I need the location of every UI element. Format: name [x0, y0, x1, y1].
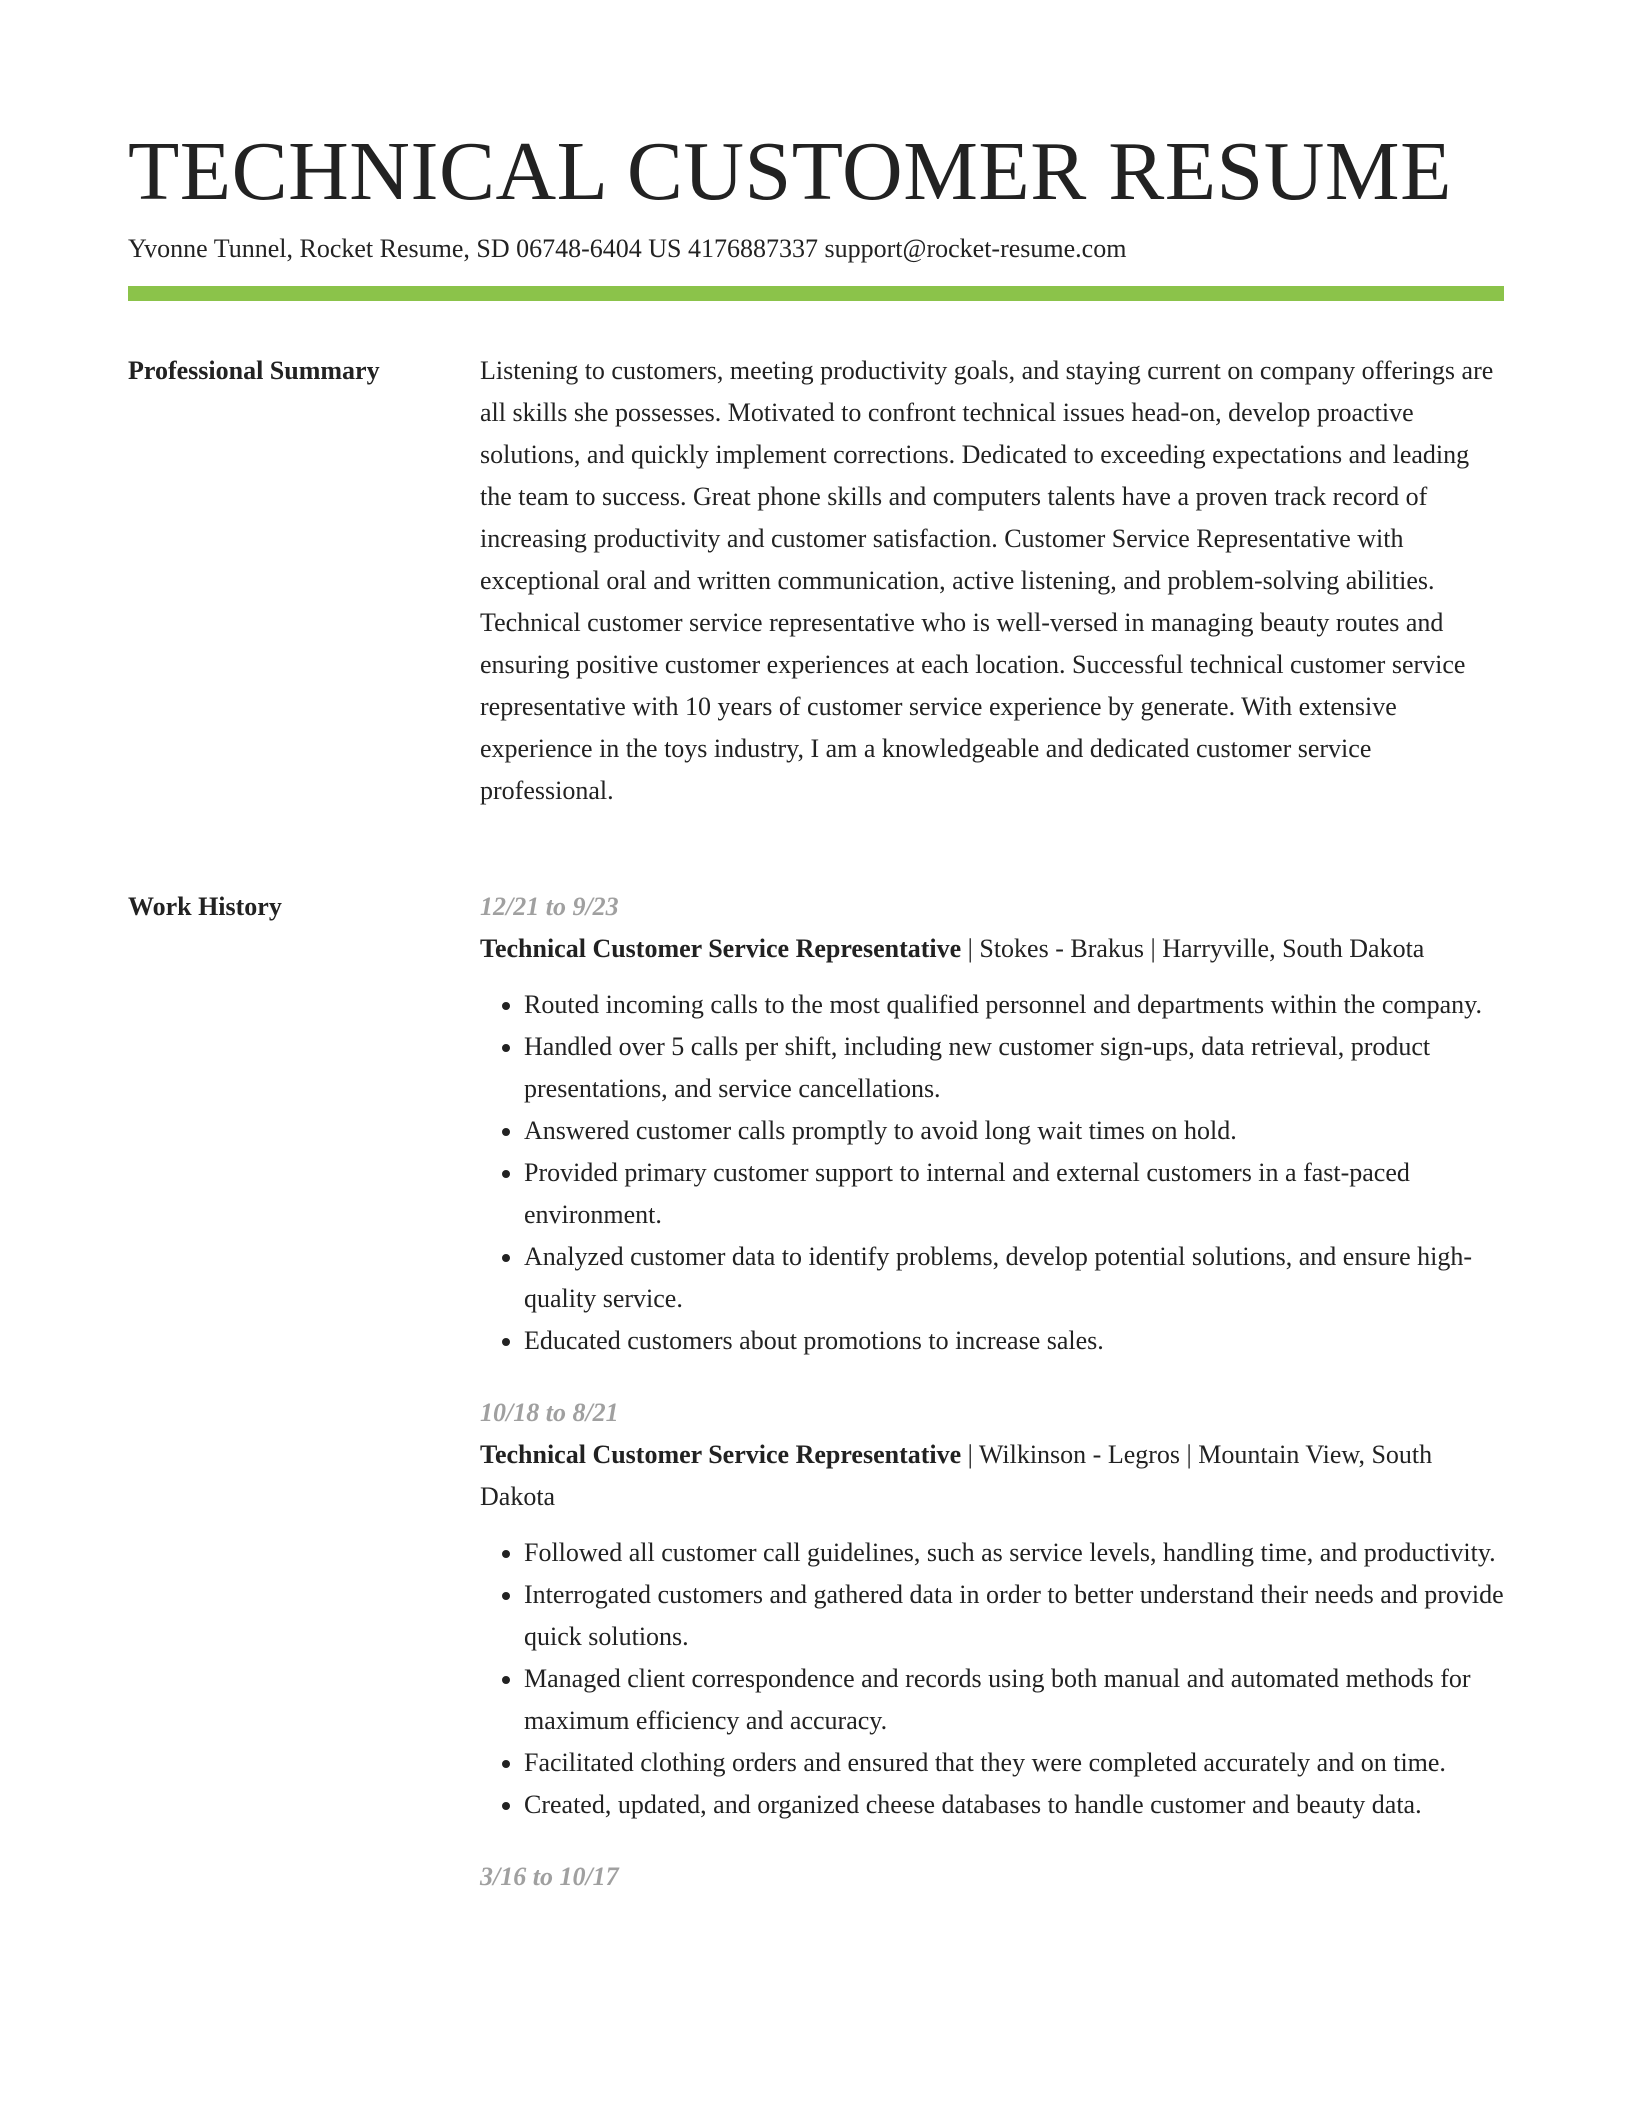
job-dates: 3/16 to 10/17 — [480, 1862, 619, 1891]
job-title: Technical Customer Service Representative — [480, 934, 962, 963]
job-heading — [480, 928, 1504, 970]
job-bullet: • Created, updated, and organized cheese databases to handle customer and beauty data. — [524, 1784, 1504, 1826]
accent-divider — [128, 286, 1504, 301]
job-bullets — [480, 984, 1504, 1362]
job-details: | Stokes - Brakus | Harryville, South Dakota — [961, 934, 1425, 963]
job-entry — [480, 1856, 1504, 1898]
summary-body — [480, 350, 1504, 812]
job-bullets — [480, 1532, 1504, 1826]
job-bullet: • Facilitated clothing orders and ensured that they were completed accurately and on time. — [524, 1742, 1504, 1784]
job-bullet: • Analyzed customer data to identify problems, develop potential solutions, and ensure high-quality service. — [524, 1236, 1504, 1320]
job-title: Technical Customer Service Representative — [480, 1440, 962, 1469]
section-label-summary: Professional Summary — [128, 356, 380, 385]
job-bullet: • Routed incoming calls to the most qualified personnel and departments within the company. — [524, 984, 1504, 1026]
job-bullet: • Handled over 5 calls per shift, including new customer sign-ups, data retrieval, product presentations, and service cancellations. — [524, 1026, 1504, 1110]
job-entry — [480, 886, 1504, 1362]
work-body — [480, 886, 1504, 1928]
resume-title: TECHNICAL CUSTOMER RESUME — [128, 125, 1452, 218]
job-details: | Wilkinson - Legros | Mountain View, South Dakota — [480, 1440, 1433, 1511]
job-bullet: • Educated customers about promotions to increase sales. — [524, 1320, 1504, 1362]
job-dates: 12/21 to 9/23 — [480, 892, 619, 921]
job-bullet: • Managed client correspondence and records using both manual and automated methods for maximum efficiency and accuracy. — [524, 1658, 1504, 1742]
contact-line: Yvonne Tunnel, Rocket Resume, SD 06748-6404 US 4176887337 support@rocket-resume.com — [128, 234, 1127, 263]
section-label-work: Work History — [128, 892, 282, 921]
job-bullet: • Interrogated customers and gathered data in order to better understand their needs and provide quick solutions. — [524, 1574, 1504, 1658]
job-entry — [480, 1392, 1504, 1826]
job-dates: 10/18 to 8/21 — [480, 1398, 619, 1427]
job-heading — [480, 1434, 1504, 1518]
job-bullet: • Followed all customer call guidelines, such as service levels, handling time, and productivity. — [524, 1532, 1504, 1574]
job-bullet: • Answered customer calls promptly to avoid long wait times on hold. — [524, 1110, 1504, 1152]
job-bullet: • Provided primary customer support to internal and external customers in a fast-paced environment. — [524, 1152, 1504, 1236]
summary-text: Listening to customers, meeting productivity goals, and staying current on company offerings are all skills she possesses. Motivated to confront technical issues head-on, develop proactive solutions, and quickly implement corrections. Dedicated to exceeding expectations and leading the team to success. Great phone skills and computers talents have a proven track record of increasing productivity and customer satisfaction. Customer Service Representative with exceptional oral and written communication, active listening, and problem-solving abilities. Technical customer service representative who is well-versed in managing beauty routes and ensuring positive customer experiences at each location. Successful technical customer service representative with 10 years of customer service experience by generate. With extensive experience in the toys industry, I am a knowledgeable and dedicated customer service professional. — [480, 356, 1494, 805]
